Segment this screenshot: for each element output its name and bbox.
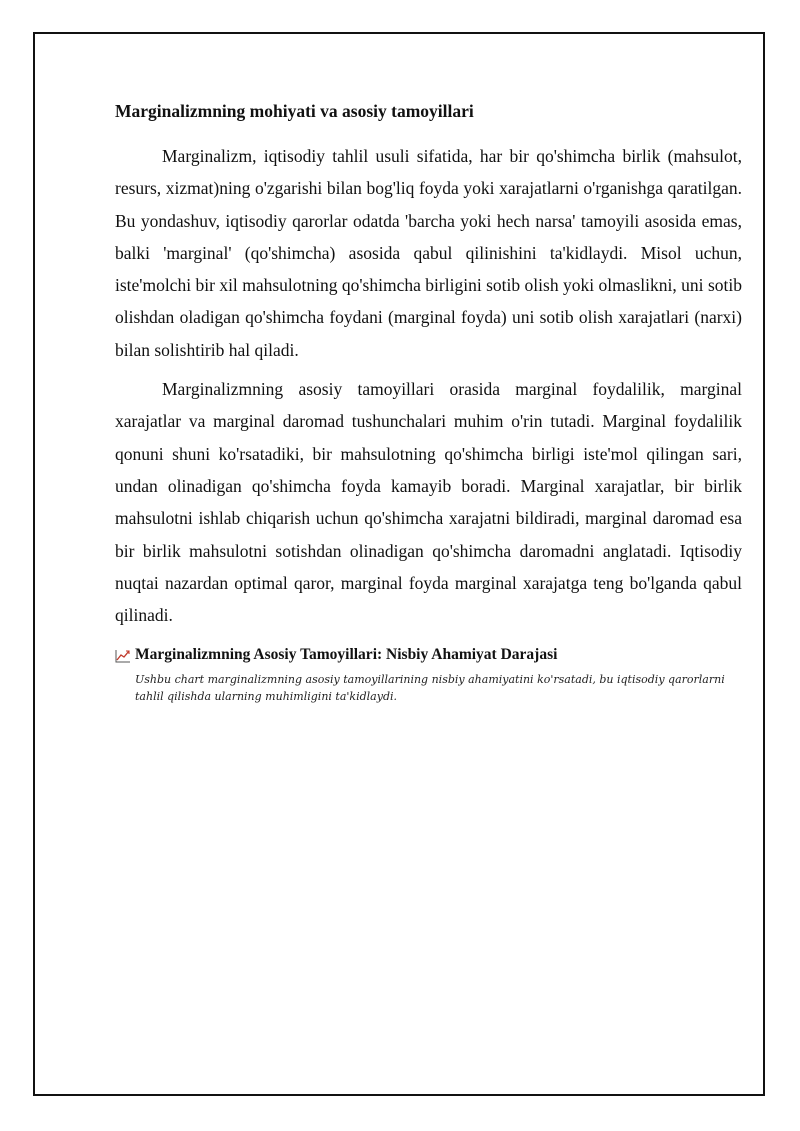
- paragraph-1: Marginalizm, iqtisodiy tahlil usuli sifatida, har bir qo'shimcha birlik (mahsulot, resurs, xizmat)ning o'zgarishi bilan bog'liq foyda yoki xarajatlarni o'rganishga qaratilgan. Bu yondashuv, iqtisodiy qarorlar odatda 'barcha yoki hech narsa' tamoyili asosida emas, balki 'marginal' (qo'shimcha) asosida qabul qilinishini ta'kidlaydi. Misol uchun, iste'molchi bir xil mahsulotning qo'shimcha birligini sotib olish yoki olmaslikni, uni sotib olishdan oladigan qo'shimcha foydani (marginal foyda) uni sotib olish xarajatlari (narxi) bilan solishtirib hal qiladi.: [115, 146, 742, 360]
- figure-caption: Ushbu chart marginalizmning asosiy tamoyillarining nisbiy ahamiyatini ko'rsatadi, bu iqtisodiy qarorlarni tahlil qilishda ularning muhimligini ta'kidlaydi.: [135, 673, 725, 704]
- section-heading: Marginalizmning mohiyati va asosiy tamoyillari: [115, 101, 474, 121]
- paragraph-2: Marginalizmning asosiy tamoyillari orasida marginal foydalilik, marginal xarajatlar va marginal daromad tushunchalari muhim o'rin tutadi. Marginal foydalilik qonuni shuni ko'rsatadiki, bir mahsulotning qo'shimcha birligi iste'mol qilingan sari, undan olinadigan qo'shimcha foyda kamayib boradi. Marginal xarajatlar, bir birlik mahsulotni ishlab chiqarish uchun qo'shimcha xarajatni bildiradi, marginal daromad esa bir birlik mahsulotni sotishdan olinadigan qo'shimcha daromadni anglatadi. Iqtisodiy nuqtai nazardan optimal qaror, marginal foyda marginal xarajatga teng bo'lganda qabul qilinadi.: [115, 379, 742, 626]
- figure-title-row: [115, 645, 742, 665]
- figure-block: [115, 645, 742, 705]
- chart-icon: [115, 649, 131, 663]
- document-content: [115, 99, 742, 705]
- figure-title: Marginalizmning Asosiy Tamoyillari: Nisbiy Ahamiyat Darajasi: [135, 646, 558, 664]
